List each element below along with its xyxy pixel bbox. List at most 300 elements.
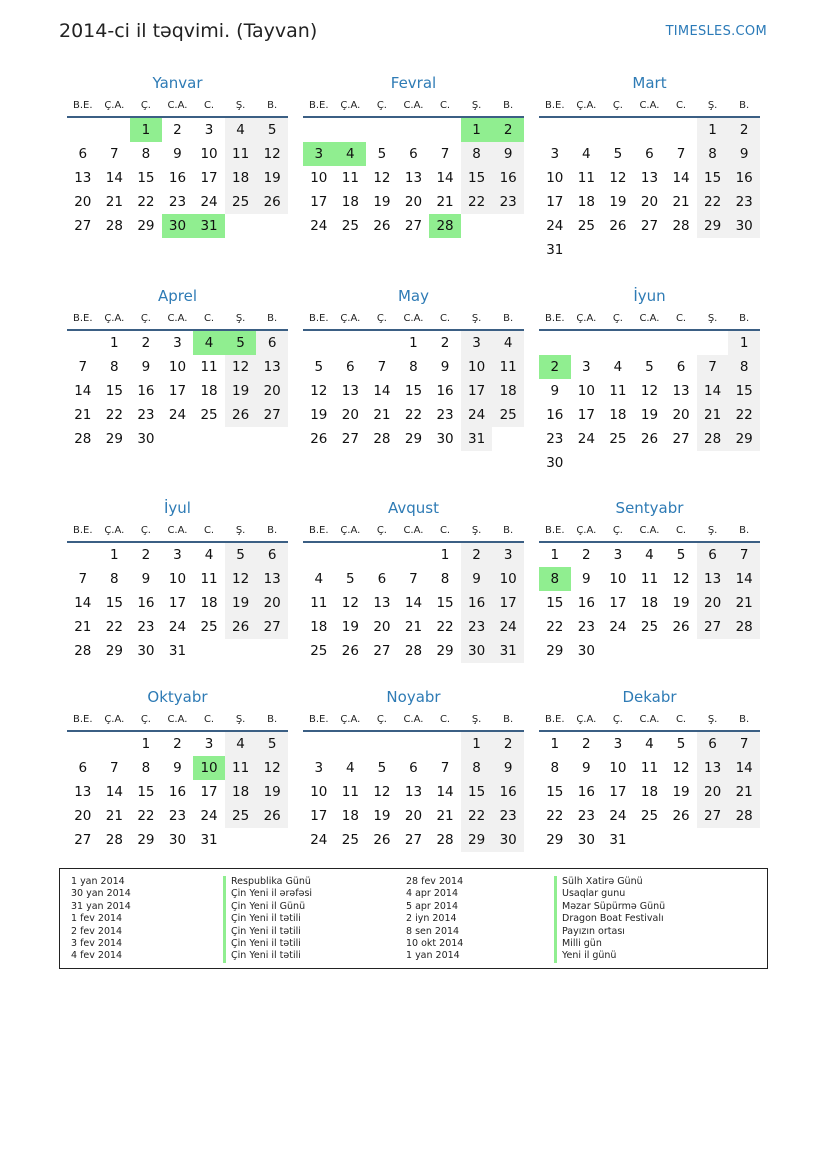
day-cell: 23 xyxy=(546,431,564,447)
day-cell: 20 xyxy=(404,194,423,210)
day-cell: 27 xyxy=(256,403,288,427)
day-cell: 24 xyxy=(168,407,187,423)
legend-holiday-name: Dragon Boat Festivalı xyxy=(554,913,665,925)
day-cell: 9 xyxy=(582,571,591,587)
weekday-label: Ç. xyxy=(376,312,387,324)
day-cell: 2 xyxy=(582,547,591,563)
day-grid xyxy=(539,331,760,475)
day-cell: 27 xyxy=(256,615,288,639)
day-cell: 6 xyxy=(697,543,729,567)
day-cell: 5 xyxy=(676,736,686,752)
day-cell: 12 xyxy=(672,760,690,776)
day-cell: 9 xyxy=(141,359,151,375)
day-cell: 11 xyxy=(225,756,257,780)
month-4 xyxy=(67,285,288,451)
day-cell: 25 xyxy=(200,619,218,635)
weekday-label: B.E. xyxy=(309,524,329,536)
weekday-label: B. xyxy=(503,524,514,536)
day-cell: 12 xyxy=(640,383,659,399)
day-cell: 28 xyxy=(105,832,123,848)
weekday-header xyxy=(303,94,524,118)
day-cell: 2 xyxy=(141,547,151,563)
weekday-label: Ç. xyxy=(140,312,151,324)
weekday-label: Ş. xyxy=(471,312,482,324)
day-cell: 17 xyxy=(200,784,218,800)
day-cell: 30 xyxy=(137,431,155,447)
day-cell: 11 xyxy=(492,355,524,379)
day-cell: 17 xyxy=(168,595,187,611)
weekday-label: C.A. xyxy=(639,99,660,111)
day-cell: 7 xyxy=(78,571,88,587)
day-cell: 10 xyxy=(168,571,187,587)
month-title: Dekabr xyxy=(622,688,677,706)
weekday-header xyxy=(539,708,760,732)
day-cell: 4 xyxy=(346,760,355,776)
day-cell: 6 xyxy=(346,359,355,375)
day-cell: 23 xyxy=(436,407,454,423)
day-cell: 15 xyxy=(105,383,123,399)
weekday-label: B.E. xyxy=(309,713,329,725)
day-cell: 22 xyxy=(137,808,155,824)
day-cell: 13 xyxy=(256,567,288,591)
weekday-label: Ç.A. xyxy=(340,312,361,324)
day-cell: 29 xyxy=(697,214,729,238)
day-cell: 3 xyxy=(550,146,560,162)
day-cell: 25 xyxy=(310,643,328,659)
holiday-day-cell: 4 xyxy=(193,331,225,355)
weekday-label: Ç. xyxy=(140,713,151,725)
day-cell: 11 xyxy=(341,784,359,800)
empty-cell xyxy=(99,732,131,756)
weekday-label: Ç. xyxy=(612,99,623,111)
day-grid xyxy=(303,732,524,852)
day-cell: 11 xyxy=(200,359,218,375)
day-cell: 1 xyxy=(550,736,560,752)
legend-date: 1 yan 2014 xyxy=(71,876,125,887)
day-grid xyxy=(67,543,288,663)
day-cell: 7 xyxy=(110,146,119,162)
weekday-label: B.E. xyxy=(545,524,565,536)
day-cell: 31 xyxy=(492,639,524,663)
day-cell: 14 xyxy=(404,595,423,611)
day-cell: 16 xyxy=(168,784,187,800)
day-cell: 29 xyxy=(546,832,564,848)
weekday-label: B. xyxy=(739,524,750,536)
day-cell: 30 xyxy=(461,639,493,663)
day-cell: 9 xyxy=(492,142,524,166)
day-cell: 19 xyxy=(609,194,627,210)
day-cell: 13 xyxy=(256,355,288,379)
weekday-label: Ç. xyxy=(140,524,151,536)
day-cell: 19 xyxy=(672,784,690,800)
day-cell: 5 xyxy=(645,359,654,375)
day-cell: 4 xyxy=(204,547,214,563)
day-cell: 26 xyxy=(373,832,391,848)
day-cell: 20 xyxy=(404,808,423,824)
weekday-label: B. xyxy=(267,312,278,324)
day-cell: 27 xyxy=(640,218,659,234)
day-cell: 11 xyxy=(200,571,218,587)
weekday-label: Ş. xyxy=(235,99,246,111)
weekday-label: C.A. xyxy=(167,312,188,324)
empty-cell xyxy=(335,331,367,355)
day-cell: 28 xyxy=(373,431,391,447)
weekday-label: Ç.A. xyxy=(576,713,597,725)
brand-logo-text[interactable]: TIMESLES.COM xyxy=(665,24,767,39)
legend-date: 5 apr 2014 xyxy=(406,900,459,912)
day-cell: 23 xyxy=(492,190,524,214)
day-cell: 26 xyxy=(225,615,257,639)
month-title: Fevral xyxy=(390,74,437,92)
day-cell: 6 xyxy=(78,146,88,162)
day-cell: 6 xyxy=(645,146,654,162)
day-cell: 22 xyxy=(697,190,729,214)
day-cell: 17 xyxy=(461,379,493,403)
day-cell: 20 xyxy=(373,619,391,635)
day-cell: 20 xyxy=(256,379,288,403)
weekday-label: B. xyxy=(267,524,278,536)
day-cell: 31 xyxy=(200,832,218,848)
day-cell: 25 xyxy=(225,804,257,828)
legend-date: 30 yan 2014 xyxy=(71,888,131,900)
weekday-label: Ş. xyxy=(707,713,718,725)
day-cell: 20 xyxy=(256,591,288,615)
weekday-label: C. xyxy=(203,312,215,324)
weekday-label: B.E. xyxy=(73,312,93,324)
day-cell: 17 xyxy=(546,194,564,210)
weekday-label: Ş. xyxy=(471,713,482,725)
weekday-header xyxy=(303,708,524,732)
day-cell: 19 xyxy=(256,166,288,190)
day-cell: 3 xyxy=(204,122,214,138)
day-cell: 12 xyxy=(373,170,391,186)
day-cell: 14 xyxy=(74,595,92,611)
day-cell: 18 xyxy=(341,194,359,210)
month-title: İyul xyxy=(164,499,191,517)
day-cell: 27 xyxy=(672,431,690,447)
day-cell: 15 xyxy=(546,595,564,611)
weekday-header xyxy=(67,519,288,543)
day-cell: 29 xyxy=(105,431,123,447)
legend-holiday-name: Çin Yeni il tətili xyxy=(223,950,312,962)
empty-cell xyxy=(67,543,99,567)
day-cell: 20 xyxy=(74,808,92,824)
day-cell: 9 xyxy=(440,359,450,375)
day-cell: 21 xyxy=(672,194,690,210)
day-cell: 29 xyxy=(728,427,760,451)
day-cell: 30 xyxy=(577,832,595,848)
empty-cell xyxy=(366,118,398,142)
day-cell: 18 xyxy=(609,407,627,423)
weekday-label: Ç.A. xyxy=(340,713,361,725)
weekday-label: Ç.A. xyxy=(340,524,361,536)
day-cell: 24 xyxy=(492,615,524,639)
weekday-label: B.E. xyxy=(545,99,565,111)
day-cell: 31 xyxy=(609,832,627,848)
weekday-label: C.A. xyxy=(639,713,660,725)
day-cell: 29 xyxy=(404,431,423,447)
weekday-label: C. xyxy=(439,99,451,111)
day-cell: 12 xyxy=(609,170,627,186)
weekday-label: C. xyxy=(675,99,687,111)
holiday-day-cell: 30 xyxy=(162,214,194,238)
day-cell: 25 xyxy=(609,431,627,447)
day-cell: 5 xyxy=(256,118,288,142)
day-cell: 29 xyxy=(105,643,123,659)
empty-cell xyxy=(303,732,335,756)
weekday-label: C. xyxy=(675,524,687,536)
day-cell: 14 xyxy=(373,383,391,399)
empty-cell xyxy=(398,543,430,567)
day-cell: 5 xyxy=(256,732,288,756)
holiday-day-cell: 1 xyxy=(130,118,162,142)
day-cell: 7 xyxy=(728,543,760,567)
day-cell: 26 xyxy=(256,804,288,828)
day-cell: 12 xyxy=(672,571,690,587)
legend-date: 2 iyn 2014 xyxy=(406,913,457,925)
weekday-label: Ş. xyxy=(235,713,246,725)
weekday-label: B.E. xyxy=(73,524,93,536)
page-title: 2014-ci il təqvimi. (Tayvan) xyxy=(59,20,318,42)
day-cell: 1 xyxy=(141,736,151,752)
day-cell: 7 xyxy=(440,146,450,162)
weekday-label: Ş. xyxy=(471,99,482,111)
day-cell: 1 xyxy=(110,335,119,351)
legend-date: 4 fev 2014 xyxy=(71,950,123,962)
day-cell: 1 xyxy=(461,732,493,756)
legend-date: 31 yan 2014 xyxy=(71,900,131,912)
day-cell: 8 xyxy=(141,146,151,162)
day-cell: 30 xyxy=(577,643,595,659)
weekday-header xyxy=(67,307,288,331)
day-cell: 12 xyxy=(341,595,359,611)
weekday-label: B.E. xyxy=(545,312,565,324)
day-cell: 24 xyxy=(609,619,627,635)
day-cell: 4 xyxy=(225,118,257,142)
day-cell: 11 xyxy=(577,170,595,186)
weekday-label: B. xyxy=(503,713,514,725)
day-cell: 15 xyxy=(137,784,155,800)
day-grid xyxy=(539,543,760,663)
day-cell: 23 xyxy=(577,808,595,824)
day-cell: 13 xyxy=(697,567,729,591)
day-cell: 5 xyxy=(346,571,355,587)
day-cell: 3 xyxy=(173,547,182,563)
month-title: Noyabr xyxy=(386,688,441,706)
day-cell: 1 xyxy=(550,547,560,563)
weekday-label: Ş. xyxy=(235,524,246,536)
day-cell: 9 xyxy=(173,760,182,776)
day-cell: 26 xyxy=(256,190,288,214)
day-cell: 13 xyxy=(74,784,92,800)
day-cell: 7 xyxy=(409,571,418,587)
weekday-label: B.E. xyxy=(309,99,329,111)
weekday-label: C. xyxy=(439,713,451,725)
holiday-day-cell: 28 xyxy=(429,214,461,238)
day-cell: 10 xyxy=(546,170,564,186)
weekday-label: B.E. xyxy=(309,312,329,324)
day-cell: 16 xyxy=(461,591,493,615)
day-cell: 28 xyxy=(105,218,123,234)
day-cell: 30 xyxy=(168,832,187,848)
empty-cell xyxy=(398,732,430,756)
day-cell: 26 xyxy=(672,808,690,824)
day-cell: 24 xyxy=(200,194,218,210)
weekday-label: C. xyxy=(675,312,687,324)
day-cell: 14 xyxy=(436,170,454,186)
day-cell: 24 xyxy=(310,832,328,848)
day-cell: 12 xyxy=(256,142,288,166)
day-cell: 21 xyxy=(436,808,454,824)
day-cell: 27 xyxy=(404,832,423,848)
day-cell: 7 xyxy=(728,732,760,756)
day-cell: 17 xyxy=(492,591,524,615)
day-cell: 19 xyxy=(373,194,391,210)
day-cell: 19 xyxy=(373,808,391,824)
empty-cell xyxy=(303,331,335,355)
holiday-day-cell: 5 xyxy=(225,331,257,355)
weekday-label: Ç. xyxy=(612,713,623,725)
holiday-day-cell: 8 xyxy=(539,567,571,591)
holiday-day-cell: 4 xyxy=(335,142,367,166)
day-cell: 21 xyxy=(105,808,123,824)
legend-holiday-name: Çin Yeni il tətili xyxy=(223,913,312,925)
day-cell: 13 xyxy=(672,383,690,399)
day-cell: 29 xyxy=(436,643,454,659)
weekday-header xyxy=(67,708,288,732)
day-cell: 2 xyxy=(141,335,151,351)
day-cell: 8 xyxy=(728,355,760,379)
month-title: Sentyabr xyxy=(615,499,684,517)
day-cell: 27 xyxy=(74,832,92,848)
month-2 xyxy=(303,72,524,238)
weekday-label: Ş. xyxy=(707,524,718,536)
day-cell: 16 xyxy=(728,166,760,190)
weekday-label: Ç.A. xyxy=(576,524,597,536)
day-cell: 22 xyxy=(728,403,760,427)
day-cell: 18 xyxy=(225,780,257,804)
day-cell: 21 xyxy=(728,591,760,615)
legend-names-column-2 xyxy=(554,876,665,963)
weekday-label: C.A. xyxy=(167,524,188,536)
day-cell: 12 xyxy=(310,383,328,399)
weekday-label: B. xyxy=(267,99,278,111)
day-cell: 7 xyxy=(78,359,88,375)
holiday-day-cell: 3 xyxy=(303,142,335,166)
legend-holiday-name: Çin Yeni il ərəfəsi xyxy=(223,888,312,900)
empty-cell xyxy=(602,118,634,142)
day-cell: 6 xyxy=(409,760,418,776)
day-cell: 24 xyxy=(310,218,328,234)
day-cell: 3 xyxy=(492,543,524,567)
legend-holiday-name: Çin Yeni il tətili xyxy=(223,938,312,950)
day-cell: 21 xyxy=(373,407,391,423)
weekday-label: B.E. xyxy=(545,713,565,725)
day-cell: 21 xyxy=(697,403,729,427)
day-cell: 18 xyxy=(640,784,659,800)
day-cell: 3 xyxy=(314,760,324,776)
weekday-label: Ç. xyxy=(612,312,623,324)
day-cell: 7 xyxy=(697,355,729,379)
day-cell: 6 xyxy=(377,571,387,587)
day-cell: 23 xyxy=(461,615,493,639)
legend-holiday-name: Respublika Günü xyxy=(223,876,312,888)
legend-dates-column-2 xyxy=(406,876,463,963)
day-cell: 3 xyxy=(582,359,591,375)
weekday-label: Ç.A. xyxy=(576,99,597,111)
day-cell: 18 xyxy=(200,383,218,399)
day-cell: 25 xyxy=(200,407,218,423)
day-cell: 4 xyxy=(645,547,654,563)
day-cell: 10 xyxy=(461,355,493,379)
empty-cell xyxy=(398,118,430,142)
day-cell: 28 xyxy=(728,615,760,639)
day-cell: 28 xyxy=(697,427,729,451)
month-title: May xyxy=(397,287,429,305)
day-cell: 21 xyxy=(74,407,92,423)
day-cell: 25 xyxy=(640,808,659,824)
weekday-label: C. xyxy=(439,312,451,324)
day-grid xyxy=(303,331,524,451)
day-cell: 22 xyxy=(137,194,155,210)
weekday-label: C. xyxy=(675,713,687,725)
day-cell: 8 xyxy=(697,142,729,166)
day-cell: 22 xyxy=(461,190,493,214)
day-grid xyxy=(67,732,288,852)
weekday-label: C.A. xyxy=(403,713,424,725)
day-cell: 19 xyxy=(225,591,257,615)
day-cell: 24 xyxy=(461,403,493,427)
day-cell: 18 xyxy=(640,595,659,611)
day-cell: 18 xyxy=(310,619,328,635)
legend-holiday-name: Sülh Xatirə Günü xyxy=(554,876,665,888)
day-cell: 19 xyxy=(672,595,690,611)
empty-cell xyxy=(571,118,603,142)
day-cell: 13 xyxy=(697,756,729,780)
month-6 xyxy=(539,285,760,475)
weekday-label: Ş. xyxy=(235,312,246,324)
day-cell: 2 xyxy=(440,335,450,351)
day-cell: 22 xyxy=(546,808,564,824)
day-cell: 24 xyxy=(609,808,627,824)
day-cell: 11 xyxy=(225,142,257,166)
day-cell: 13 xyxy=(341,383,359,399)
day-cell: 10 xyxy=(577,383,595,399)
day-cell: 16 xyxy=(577,595,595,611)
day-grid xyxy=(539,118,760,262)
day-cell: 5 xyxy=(377,760,387,776)
weekday-label: Ç.A. xyxy=(104,99,125,111)
weekday-label: Ç. xyxy=(376,524,387,536)
day-cell: 15 xyxy=(404,383,423,399)
day-cell: 27 xyxy=(697,615,729,639)
day-cell: 28 xyxy=(728,804,760,828)
day-cell: 4 xyxy=(225,732,257,756)
day-cell: 16 xyxy=(577,784,595,800)
day-cell: 1 xyxy=(440,547,450,563)
day-cell: 16 xyxy=(492,166,524,190)
day-cell: 18 xyxy=(341,808,359,824)
day-cell: 20 xyxy=(672,407,690,423)
empty-cell xyxy=(303,543,335,567)
legend-dates-column-1 xyxy=(71,876,131,963)
day-cell: 9 xyxy=(492,756,524,780)
day-cell: 29 xyxy=(546,643,564,659)
day-cell: 23 xyxy=(137,619,155,635)
day-cell: 5 xyxy=(676,547,686,563)
month-5 xyxy=(303,285,524,451)
day-cell: 14 xyxy=(697,379,729,403)
